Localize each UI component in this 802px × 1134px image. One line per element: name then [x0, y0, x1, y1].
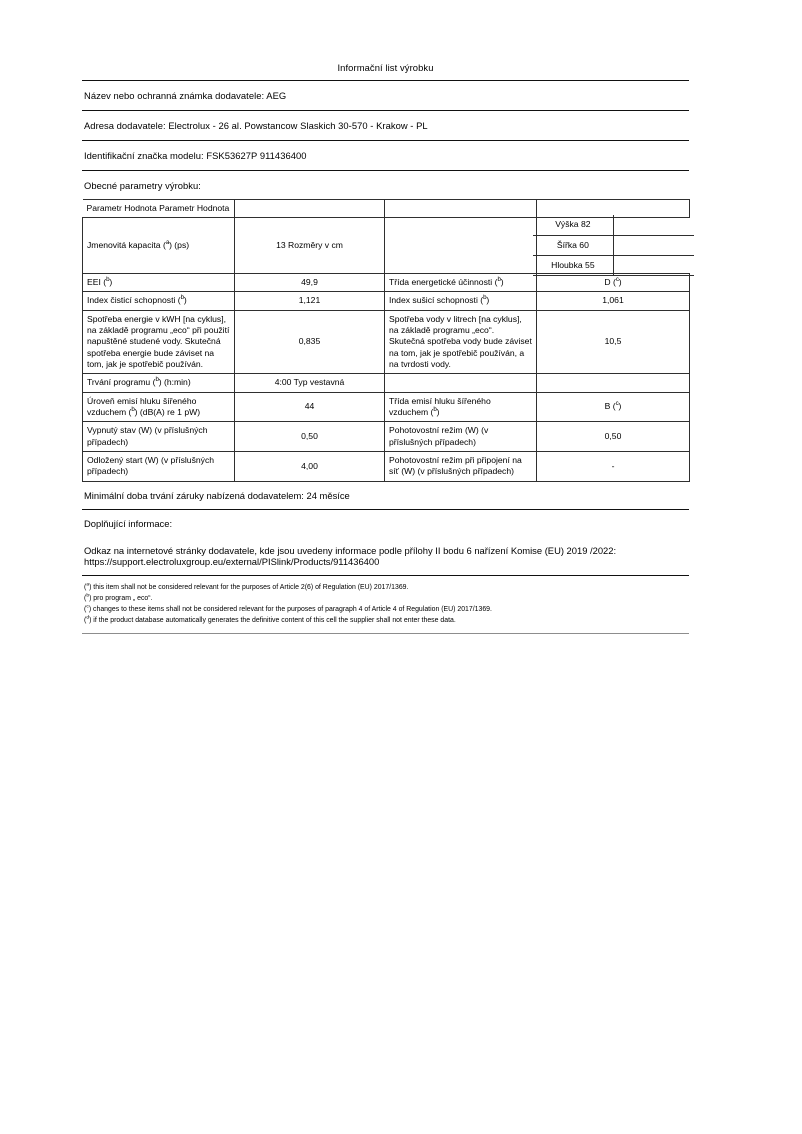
table-row-off-mode — [83, 422, 690, 452]
footnote-b: ($^b$) pro program „ eco“. — [84, 593, 153, 602]
program-duration-value2 — [537, 374, 690, 392]
drying-index-value: 1,061 — [537, 292, 690, 310]
standby-mode-label: Pohotovostní režim (W) (v příslušných případech) — [385, 422, 537, 452]
model-identifier-line: Identifikační značka modelu: FSK53627P 911436400 — [84, 150, 307, 161]
warranty-line: Minimální doba trvání záruky nabízená dodavatelem: 24 měsíce — [84, 489, 350, 501]
footnotes-block — [82, 576, 689, 634]
drying-index-label: Index sušicí schopnosti ($^b$) — [385, 292, 537, 310]
table-row-noise — [83, 392, 690, 422]
dimensions-param-cell — [385, 218, 537, 274]
additional-information-label: Doplňující informace: — [84, 517, 173, 529]
off-mode-label: Vypnutý stav (W) (v příslušných případech) — [83, 422, 235, 452]
footnote-ref-b: b — [131, 406, 135, 414]
supplier-address-line: Adresa dodavatele: Electrolux - 26 al. Powstancow Slaskich 30-570 - Krakow - PL — [84, 120, 428, 131]
footnote-ref-a: a — [165, 239, 170, 247]
dimensions-subtable — [533, 215, 694, 276]
page-title: Informační list výrobku — [337, 62, 434, 73]
energy-consumption-value: 0,835 — [235, 310, 385, 374]
rule-bottom — [82, 633, 689, 634]
dimension-row-height — [533, 215, 694, 235]
water-consumption-value: 10,5 — [537, 310, 690, 374]
water-consumption-label: Spotřeba vody v litrech [na cyklus], na základě programu „eco“. Skutečná spotřeba vody bude záviset na tom, jak je spotřebič používán, a na tvrdosti vody. — [385, 310, 537, 374]
dimension-depth-blank — [613, 255, 693, 275]
footnote-a: ($^a$) this item shall not be considered relevant for the purposes of Article 2(6) of Regulation (EU) 2017/1369. — [84, 582, 409, 591]
footnote-c: ($^c$) changes to these items shall not be considered relevant for the purposes of paragraph 4 of Article 4 of Regulation (EU) 2017/1369. — [84, 604, 492, 614]
cleaning-index-value: 1,121 — [235, 292, 385, 310]
networked-standby-value: - — [537, 451, 690, 481]
table-row-delay-start — [83, 451, 690, 481]
program-duration-value: 4:00 Typ vestavná — [235, 374, 385, 392]
footnote-ref-b: b — [106, 276, 110, 283]
footnote-ref-b: b — [497, 276, 501, 283]
footnote-mark-c: c — [86, 604, 89, 610]
noise-class-label: Třída emisí hluku šířeného vzduchem ($^b$) — [385, 392, 537, 422]
cleaning-index-label: Index čisticí schopnosti ($^b$) — [83, 292, 235, 310]
eei-label: EEI ($^b$) — [83, 273, 235, 291]
delay-start-label: Odložený start (W) (v příslušných případech) — [83, 451, 235, 481]
supplier-website-link[interactable]: Odkaz na internetové stránky dodavatele, kde jsou uvedeny informace podle přílohy II bodu 6 nařízení Komise (EU) 2019 /2022: https://support.electroluxgroup.eu/external/PISlink/Products/911436400 — [84, 544, 617, 567]
noise-class-value: B ($^c$) — [537, 392, 690, 422]
dimension-width-blank — [613, 235, 693, 255]
delay-start-value: 4,00 — [235, 451, 385, 481]
supplier-name-line: Název nebo ochranná známka dodavatele: AEG — [84, 90, 287, 101]
dimension-row-depth — [533, 255, 694, 275]
rated-capacity-value: 13 Rozměry v cm — [235, 218, 385, 274]
standby-mode-value: 0,50 — [537, 422, 690, 452]
footnote-ref-b: b — [180, 294, 184, 302]
table-row-energy-consumption — [83, 310, 690, 374]
dimension-row-width — [533, 235, 694, 255]
program-duration-label: Trvání programu ($^b$) (h:min) — [83, 374, 235, 392]
footnote-ref-b: b — [155, 376, 159, 384]
networked-standby-label: Pohotovostní režim při připojení na síť (W) (v příslušných případech) — [385, 451, 537, 481]
footnote-ref-c: c — [615, 400, 619, 408]
dimension-depth: Hloubka 55 — [533, 255, 613, 275]
energy-efficiency-class-label: Třída energetické účinnosti ($^b$) — [385, 273, 537, 291]
table-row-rated-capacity — [83, 218, 690, 274]
footnote-mark-a: a — [86, 582, 90, 588]
dimension-width: Šířka 60 — [533, 235, 613, 255]
eei-value: 49,9 — [235, 273, 385, 291]
noise-level-value: 44 — [235, 392, 385, 422]
off-mode-value: 0,50 — [235, 422, 385, 452]
footnote-ref-b: b — [483, 294, 487, 302]
dimensions-subtable-cell — [537, 218, 690, 274]
energy-efficiency-class-value: D ($^c$) — [537, 273, 690, 291]
table-header-col3 — [385, 200, 537, 218]
program-duration-param2 — [385, 374, 537, 392]
footnote-d: ($^d$) if the product database automatically generates the definitive content of this cell the supplier shall not enter these data. — [84, 615, 456, 625]
energy-consumption-label: Spotřeba energie v kWH [na cyklus], na základě programu „eco“ při použití napuštěné studené vody. Skutečná spotřeba energie bude záviset na tom, jak je spotřebič používán. — [83, 310, 235, 374]
footnote-ref-c: c — [615, 276, 619, 283]
dimension-height-blank — [613, 215, 693, 235]
table-row-program-duration — [83, 374, 690, 392]
table-row-cleaning-index — [83, 292, 690, 310]
table-header-col2 — [235, 200, 385, 218]
document-sheet — [82, 62, 689, 634]
dimension-height: Výška 82 — [533, 215, 613, 235]
table-row-eei — [83, 273, 690, 291]
general-parameters-label: Obecné parametry výrobku: — [84, 180, 201, 191]
specification-table — [82, 199, 690, 482]
footnote-ref-b: b — [433, 406, 437, 414]
footnote-mark-b: b — [86, 593, 90, 599]
noise-level-label: Úroveň emisí hluku šířeného vzduchem ($^b$) (dB(A) re 1 pW) — [83, 392, 235, 422]
footnote-mark-d: d — [86, 615, 90, 621]
table-header-labels: Parametr Hodnota Parametr Hodnota — [83, 200, 235, 218]
rated-capacity-label: Jmenovitá kapacita ($^a$) (ps) — [83, 218, 235, 274]
